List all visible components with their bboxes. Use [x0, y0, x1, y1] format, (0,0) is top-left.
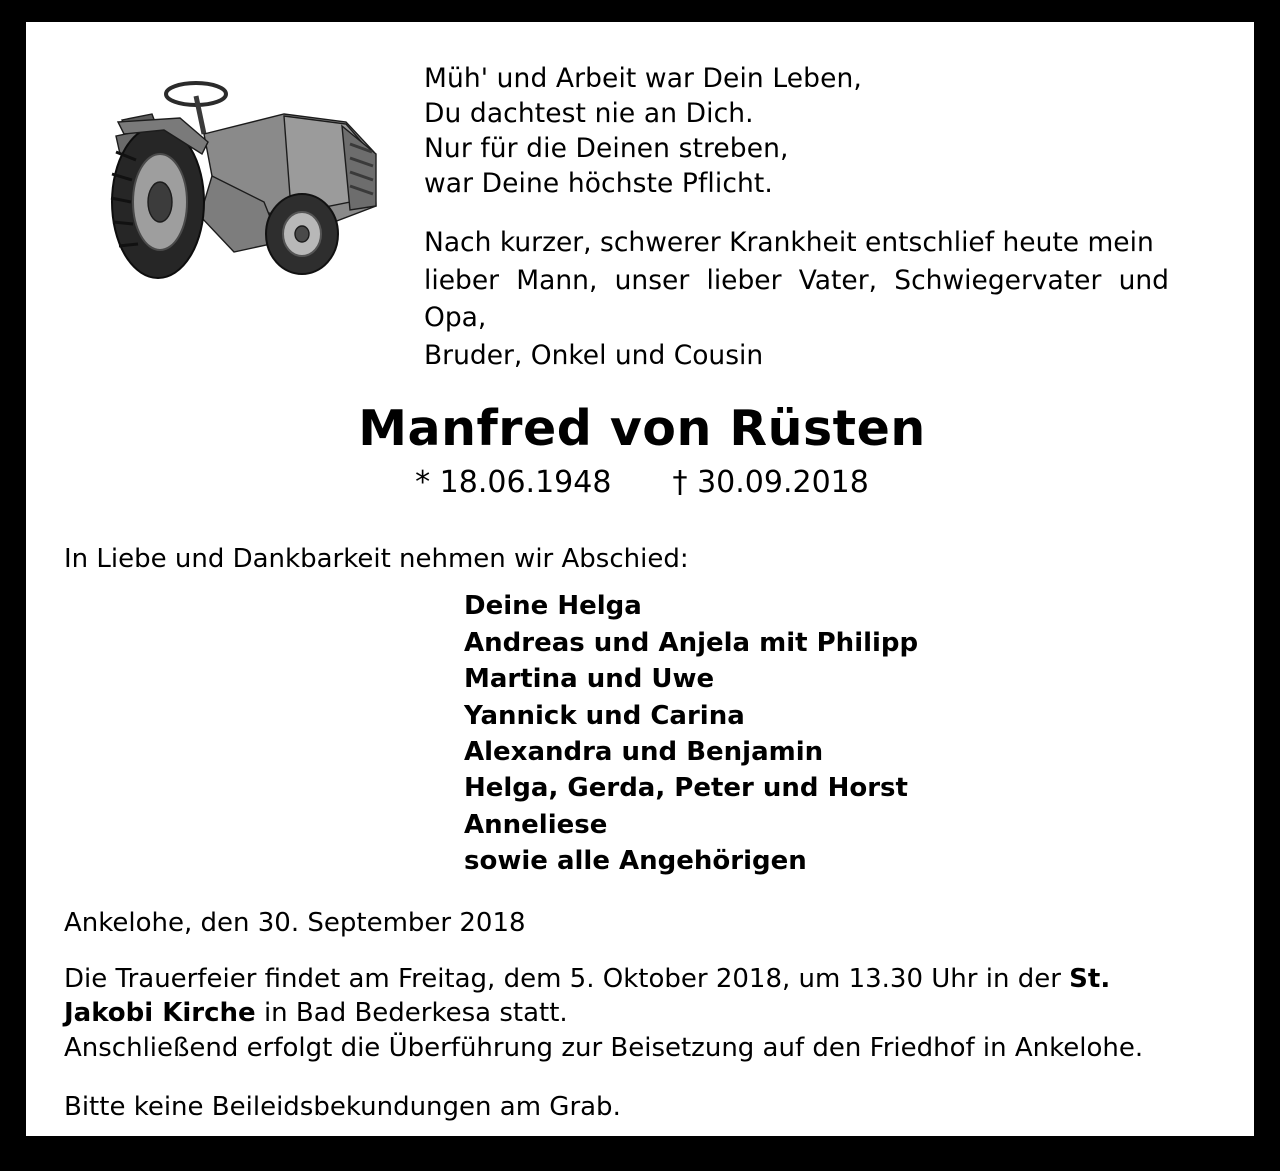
verse-section	[424, 46, 1220, 374]
phone-icon: ☏	[775, 1142, 806, 1171]
header-section	[64, 46, 1220, 374]
intro-line-1: Nach kurzer, schwerer Krankheit entschlief heute mein	[424, 226, 1154, 258]
mourners-list	[64, 588, 1220, 879]
list-item: Helga, Gerda, Peter und Horst	[464, 773, 908, 804]
condolence-note: Bitte keine Beileidsbekundungen am Grab.	[64, 1091, 621, 1122]
funeral-home-phone: 0 4745 / 70 81	[807, 1139, 998, 1170]
list-item: Andreas und Anjela mit Philipp	[464, 627, 919, 658]
intro-line-3: Bruder, Onkel und Cousin	[424, 339, 764, 371]
funeral-home-line	[64, 1140, 1220, 1171]
ceremony-text-part1: Die Trauerfeier findet am Freitag, dem 5. Oktober 2018, um 13.30 Uhr in der	[64, 963, 1070, 994]
farewell-line: In Liebe und Dankbarkeit nehmen wir Abschied:	[64, 544, 689, 575]
ceremony-details	[64, 962, 1199, 1066]
verse-line-2: Du dachtest nie an Dich.	[424, 97, 754, 129]
list-item: Yannick und Carina	[464, 700, 745, 731]
list-item: Anneliese	[464, 809, 608, 840]
life-dates	[64, 465, 1220, 500]
deceased-name: Manfred von Rüsten	[358, 400, 926, 458]
verse-line-1: Müh' und Arbeit war Dein Leben,	[424, 63, 862, 94]
list-item: sowie alle Angehörigen	[464, 846, 807, 877]
place-and-date: Ankelohe, den 30. September 2018	[64, 907, 526, 938]
verse-line-4: war Deine höchste Pflicht.	[424, 167, 773, 199]
list-item: Martina und Uwe	[464, 664, 715, 695]
tractor-icon	[84, 56, 384, 286]
verse	[424, 62, 1220, 202]
list-item: Deine Helga	[464, 591, 642, 622]
ceremony-line-2: Anschließend erfolgt die Überführung zur Beisetzung auf den Friedhof in Ankelohe.	[64, 1033, 1144, 1064]
birth-date: * 18.06.1948	[415, 465, 612, 501]
ceremony-text-part2: in Bad Bederkesa statt.	[255, 998, 568, 1029]
funeral-home-name: Bestattungsinstitut Gosda, Geestland	[285, 1139, 774, 1170]
obituary-paper	[26, 22, 1254, 1171]
intro-line-2: lieber Mann, unser lieber Vater, Schwiegervater und Opa,	[424, 264, 1169, 334]
intro-text	[424, 224, 1169, 375]
death-date: † 30.09.2018	[672, 465, 869, 501]
verse-line-3: Nur für die Deinen streben,	[424, 132, 789, 164]
church-name: St. Jakobi Kirche	[64, 963, 1111, 1029]
tractor-photo	[64, 46, 424, 286]
list-item: Alexandra und Benjamin	[464, 736, 824, 767]
